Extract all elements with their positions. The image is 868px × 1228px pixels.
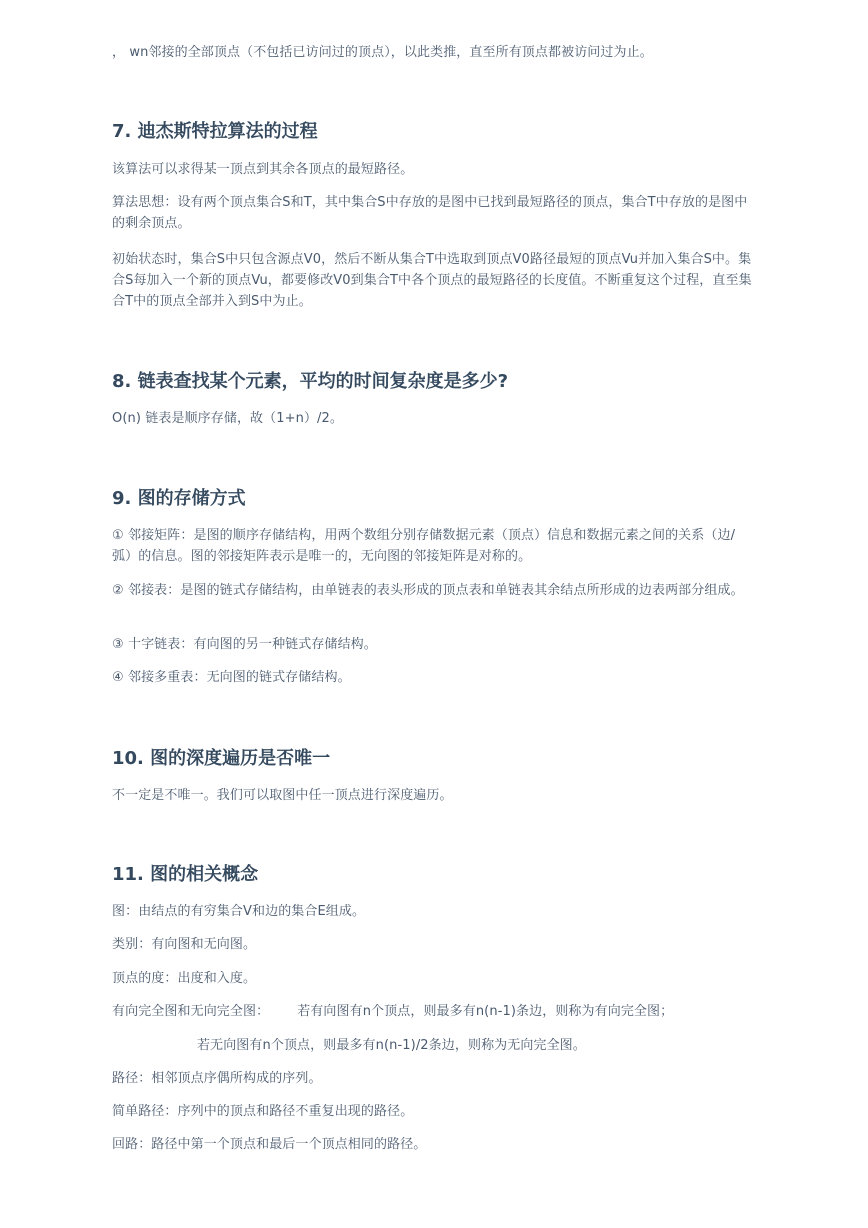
section-7-para-1: 该算法可以求得某一顶点到其余各顶点的最短路径。	[112, 162, 414, 177]
section-11-para-5: 简单路径：序列中的顶点和路径不重复出现的路径。	[112, 1104, 414, 1119]
complete-graph-line	[112, 1001, 673, 1022]
section-8-heading: 8. 链表查找某个元素，平均的时间复杂度是多少?	[112, 371, 509, 392]
section-7-heading: 7. 迪杰斯特拉算法的过程	[112, 121, 318, 142]
section-9-para-2: ② 邻接表：是图的链式存储结构，由单链表的表头形成的顶点表和单链表其余结点所形成的边表两部分组成。	[112, 583, 744, 598]
section-9-para-4: ④ 邻接多重表：无向图的链式存储结构。	[112, 670, 351, 685]
complete-graph-directed: 若有向图有n个顶点，则最多有n(n-1)条边，则称为有向完全图；	[297, 1004, 674, 1019]
section-11-heading: 11. 图的相关概念	[112, 864, 259, 885]
section-10-heading: 10. 图的深度遍历是否唯一	[112, 748, 331, 769]
section-7-para-2: 算法思想：设有两个顶点集合S和T，其中集合S中存放的是图中已找到最短路径的顶点，集合T中存放的是图中的剩余顶点。	[112, 195, 748, 231]
section-11-para-4: 路径：相邻顶点序偶所构成的序列。	[112, 1071, 322, 1086]
section-11-para-6: 回路：路径中第一个顶点和最后一个顶点相同的路径。	[112, 1137, 427, 1152]
section-11-para-3: 顶点的度：出度和入度。	[112, 971, 257, 986]
complete-graph-term: 有向完全图和无向完全图：	[112, 1004, 270, 1019]
section-9-para-1: ① 邻接矩阵：是图的顺序存储结构，用两个数组分别存储数据元素（顶点）信息和数据元素之间的关系（边/弧）的信息。图的邻接矩阵表示是唯一的，无向图的邻接矩阵是对称的。	[112, 528, 736, 564]
section-7-para-3: 初始状态时，集合S中只包含源点V0，然后不断从集合T中选取到顶点V0路径最短的顶点Vu并加入集合S中。集合S每加入一个新的顶点Vu，都要修改V0到集合T中各个顶点的最短路径的长度值。不断重复这个过程，直至集合T中的顶点全部并入到S中为止。	[112, 252, 752, 309]
intro-line: ， wn邻接的全部顶点（不包括已访问过的顶点），以此类推，直至所有顶点都被访问过为止。	[112, 45, 653, 60]
section-9-heading: 9. 图的存储方式	[112, 488, 246, 509]
section-11-para-1: 图：由结点的有穷集合V和边的集合E组成。	[112, 904, 366, 919]
section-11-para-2: 类别：有向图和无向图。	[112, 937, 257, 952]
section-9-para-3: ③ 十字链表：有向图的另一种链式存储结构。	[112, 637, 377, 652]
section-10-para-1: 不一定是不唯一。我们可以取图中任一顶点进行深度遍历。	[112, 788, 453, 803]
complete-graph-undirected: 若无向图有n个顶点，则最多有n(n-1)/2条边，则称为无向完全图。	[197, 1038, 586, 1053]
section-8-para-1: O(n) 链表是顺序存储，故（1+n）/2。	[112, 411, 344, 426]
